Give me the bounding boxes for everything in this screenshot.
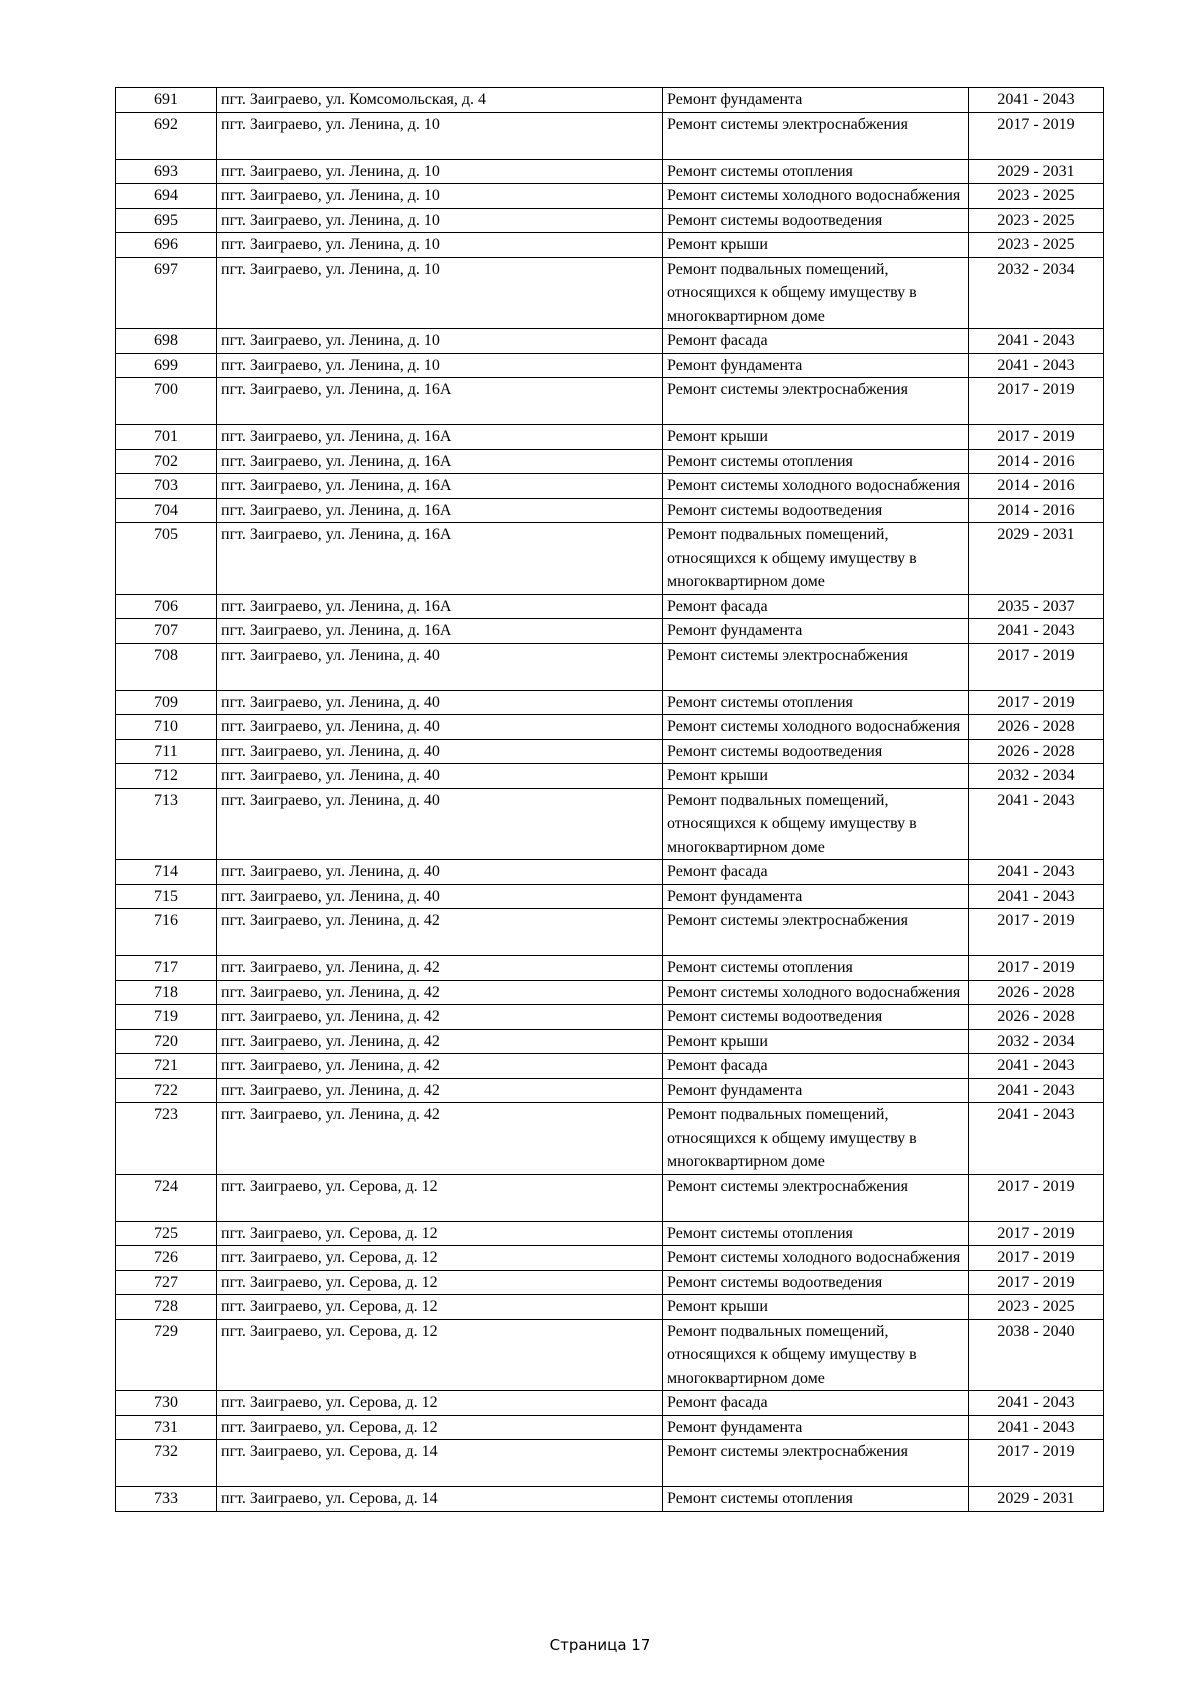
table-row xyxy=(116,739,1104,764)
table-row xyxy=(116,980,1104,1005)
address-cell: пгт. Заиграево, ул. Ленина, д. 16А xyxy=(217,594,663,619)
address-cell: пгт. Заиграево, ул. Серова, д. 12 xyxy=(217,1415,663,1440)
work-type-cell: Ремонт крыши xyxy=(663,425,969,450)
row-number: 709 xyxy=(116,690,217,715)
period-cell: 2017 - 2019 xyxy=(969,425,1104,450)
address-cell: пгт. Заиграево, ул. Ленина, д. 42 xyxy=(217,1103,663,1175)
period-cell: 2017 - 2019 xyxy=(969,1440,1104,1487)
table-row xyxy=(116,233,1104,258)
row-number: 712 xyxy=(116,764,217,789)
period-cell: 2041 - 2043 xyxy=(969,884,1104,909)
row-number: 713 xyxy=(116,788,217,860)
row-number: 730 xyxy=(116,1391,217,1416)
period-cell: 2041 - 2043 xyxy=(969,788,1104,860)
repair-schedule-table xyxy=(115,87,1104,1512)
period-cell: 2017 - 2019 xyxy=(969,909,1104,956)
table-row xyxy=(116,329,1104,354)
table-row xyxy=(116,1246,1104,1271)
address-cell: пгт. Заиграево, ул. Ленина, д. 42 xyxy=(217,1054,663,1079)
table-row xyxy=(116,788,1104,860)
row-number: 733 xyxy=(116,1487,217,1512)
address-cell: пгт. Заиграево, ул. Ленина, д. 16А xyxy=(217,498,663,523)
period-cell: 2032 - 2034 xyxy=(969,1029,1104,1054)
row-number: 703 xyxy=(116,474,217,499)
address-cell: пгт. Заиграево, ул. Серова, д. 12 xyxy=(217,1270,663,1295)
table-row xyxy=(116,1005,1104,1030)
work-type-cell: Ремонт системы холодного водоснабжения xyxy=(663,474,969,499)
address-cell: пгт. Заиграево, ул. Ленина, д. 42 xyxy=(217,909,663,956)
period-cell: 2026 - 2028 xyxy=(969,1005,1104,1030)
table-row xyxy=(116,378,1104,425)
period-cell: 2041 - 2043 xyxy=(969,1415,1104,1440)
period-cell: 2038 - 2040 xyxy=(969,1319,1104,1391)
work-type-cell: Ремонт системы электроснабжения xyxy=(663,1440,969,1487)
period-cell: 2023 - 2025 xyxy=(969,184,1104,209)
work-type-cell: Ремонт системы отопления xyxy=(663,449,969,474)
table-row xyxy=(116,909,1104,956)
table-row xyxy=(116,1054,1104,1079)
row-number: 719 xyxy=(116,1005,217,1030)
work-type-cell: Ремонт крыши xyxy=(663,1295,969,1320)
period-cell: 2041 - 2043 xyxy=(969,353,1104,378)
work-type-cell: Ремонт подвальных помещений, относящихся к общему имуществу в многоквартирном доме xyxy=(663,1103,969,1175)
address-cell: пгт. Заиграево, ул. Ленина, д. 40 xyxy=(217,739,663,764)
period-cell: 2029 - 2031 xyxy=(969,1487,1104,1512)
table-row xyxy=(116,1295,1104,1320)
address-cell: пгт. Заиграево, ул. Ленина, д. 10 xyxy=(217,184,663,209)
table-row xyxy=(116,1440,1104,1487)
period-cell: 2014 - 2016 xyxy=(969,449,1104,474)
address-cell: пгт. Заиграево, ул. Ленина, д. 16А xyxy=(217,449,663,474)
table-row xyxy=(116,449,1104,474)
address-cell: пгт. Заиграево, ул. Ленина, д. 10 xyxy=(217,112,663,159)
work-type-cell: Ремонт подвальных помещений, относящихся к общему имуществу в многоквартирном доме xyxy=(663,788,969,860)
address-cell: пгт. Заиграево, ул. Серова, д. 12 xyxy=(217,1246,663,1271)
work-type-cell: Ремонт фундамента xyxy=(663,1078,969,1103)
work-type-cell: Ремонт системы электроснабжения xyxy=(663,1174,969,1221)
period-cell: 2014 - 2016 xyxy=(969,498,1104,523)
address-cell: пгт. Заиграево, ул. Ленина, д. 10 xyxy=(217,329,663,354)
work-type-cell: Ремонт крыши xyxy=(663,1029,969,1054)
row-number: 697 xyxy=(116,257,217,329)
row-number: 728 xyxy=(116,1295,217,1320)
work-type-cell: Ремонт подвальных помещений, относящихся к общему имуществу в многоквартирном доме xyxy=(663,1319,969,1391)
period-cell: 2017 - 2019 xyxy=(969,690,1104,715)
work-type-cell: Ремонт системы холодного водоснабжения xyxy=(663,1246,969,1271)
address-cell: пгт. Заиграево, ул. Ленина, д. 40 xyxy=(217,884,663,909)
work-type-cell: Ремонт системы электроснабжения xyxy=(663,643,969,690)
table-row xyxy=(116,523,1104,595)
address-cell: пгт. Заиграево, ул. Ленина, д. 40 xyxy=(217,715,663,740)
work-type-cell: Ремонт крыши xyxy=(663,764,969,789)
period-cell: 2035 - 2037 xyxy=(969,594,1104,619)
table-row xyxy=(116,112,1104,159)
table-row xyxy=(116,1487,1104,1512)
work-type-cell: Ремонт системы водоотведения xyxy=(663,739,969,764)
row-number: 724 xyxy=(116,1174,217,1221)
row-number: 696 xyxy=(116,233,217,258)
table-row xyxy=(116,860,1104,885)
table-row xyxy=(116,619,1104,644)
address-cell: пгт. Заиграево, ул. Ленина, д. 16А xyxy=(217,523,663,595)
period-cell: 2041 - 2043 xyxy=(969,1103,1104,1175)
period-cell: 2023 - 2025 xyxy=(969,208,1104,233)
row-number: 692 xyxy=(116,112,217,159)
address-cell: пгт. Заиграево, ул. Ленина, д. 10 xyxy=(217,353,663,378)
period-cell: 2032 - 2034 xyxy=(969,257,1104,329)
table-row xyxy=(116,1270,1104,1295)
row-number: 711 xyxy=(116,739,217,764)
work-type-cell: Ремонт системы отопления xyxy=(663,159,969,184)
period-cell: 2017 - 2019 xyxy=(969,112,1104,159)
row-number: 725 xyxy=(116,1221,217,1246)
period-cell: 2017 - 2019 xyxy=(969,1221,1104,1246)
row-number: 718 xyxy=(116,980,217,1005)
table-row xyxy=(116,764,1104,789)
table-row xyxy=(116,643,1104,690)
address-cell: пгт. Заиграево, ул. Ленина, д. 10 xyxy=(217,233,663,258)
table-row xyxy=(116,1103,1104,1175)
row-number: 708 xyxy=(116,643,217,690)
work-type-cell: Ремонт крыши xyxy=(663,233,969,258)
work-type-cell: Ремонт фасада xyxy=(663,860,969,885)
address-cell: пгт. Заиграево, ул. Серова, д. 12 xyxy=(217,1391,663,1416)
period-cell: 2017 - 2019 xyxy=(969,1246,1104,1271)
address-cell: пгт. Заиграево, ул. Ленина, д. 16А xyxy=(217,474,663,499)
address-cell: пгт. Заиграево, ул. Ленина, д. 16А xyxy=(217,619,663,644)
work-type-cell: Ремонт системы электроснабжения xyxy=(663,112,969,159)
row-number: 707 xyxy=(116,619,217,644)
row-number: 695 xyxy=(116,208,217,233)
row-number: 701 xyxy=(116,425,217,450)
row-number: 727 xyxy=(116,1270,217,1295)
table-row xyxy=(116,1221,1104,1246)
address-cell: пгт. Заиграево, ул. Серова, д. 12 xyxy=(217,1221,663,1246)
row-number: 698 xyxy=(116,329,217,354)
work-type-cell: Ремонт системы отопления xyxy=(663,1487,969,1512)
period-cell: 2041 - 2043 xyxy=(969,860,1104,885)
work-type-cell: Ремонт фундамента xyxy=(663,353,969,378)
work-type-cell: Ремонт фасада xyxy=(663,1054,969,1079)
work-type-cell: Ремонт системы водоотведения xyxy=(663,1270,969,1295)
table-row xyxy=(116,474,1104,499)
period-cell: 2017 - 2019 xyxy=(969,1270,1104,1295)
period-cell: 2026 - 2028 xyxy=(969,739,1104,764)
work-type-cell: Ремонт системы отопления xyxy=(663,1221,969,1246)
work-type-cell: Ремонт системы водоотведения xyxy=(663,498,969,523)
table-row xyxy=(116,1319,1104,1391)
work-type-cell: Ремонт системы холодного водоснабжения xyxy=(663,715,969,740)
table-row xyxy=(116,715,1104,740)
row-number: 702 xyxy=(116,449,217,474)
table-row xyxy=(116,1078,1104,1103)
table-row xyxy=(116,159,1104,184)
address-cell: пгт. Заиграево, ул. Ленина, д. 42 xyxy=(217,1005,663,1030)
period-cell: 2026 - 2028 xyxy=(969,715,1104,740)
table-row xyxy=(116,425,1104,450)
page-footer xyxy=(0,1636,1200,1654)
table-row xyxy=(116,956,1104,981)
address-cell: пгт. Заиграево, ул. Ленина, д. 42 xyxy=(217,956,663,981)
table-row xyxy=(116,690,1104,715)
row-number: 710 xyxy=(116,715,217,740)
period-cell: 2029 - 2031 xyxy=(969,523,1104,595)
address-cell: пгт. Заиграево, ул. Ленина, д. 16А xyxy=(217,425,663,450)
period-cell: 2041 - 2043 xyxy=(969,1078,1104,1103)
period-cell: 2041 - 2043 xyxy=(969,1054,1104,1079)
row-number: 731 xyxy=(116,1415,217,1440)
address-cell: пгт. Заиграево, ул. Ленина, д. 16А xyxy=(217,378,663,425)
row-number: 705 xyxy=(116,523,217,595)
period-cell: 2041 - 2043 xyxy=(969,1391,1104,1416)
row-number: 717 xyxy=(116,956,217,981)
address-cell: пгт. Заиграево, ул. Серова, д. 14 xyxy=(217,1440,663,1487)
work-type-cell: Ремонт системы отопления xyxy=(663,690,969,715)
table-row xyxy=(116,884,1104,909)
period-cell: 2014 - 2016 xyxy=(969,474,1104,499)
table-row xyxy=(116,594,1104,619)
work-type-cell: Ремонт фундамента xyxy=(663,619,969,644)
period-cell: 2041 - 2043 xyxy=(969,88,1104,113)
table-body xyxy=(116,88,1104,1512)
address-cell: пгт. Заиграево, ул. Ленина, д. 10 xyxy=(217,159,663,184)
address-cell: пгт. Заиграево, ул. Ленина, д. 42 xyxy=(217,1078,663,1103)
row-number: 691 xyxy=(116,88,217,113)
work-type-cell: Ремонт системы водоотведения xyxy=(663,1005,969,1030)
address-cell: пгт. Заиграево, ул. Ленина, д. 10 xyxy=(217,257,663,329)
table-row xyxy=(116,1391,1104,1416)
row-number: 704 xyxy=(116,498,217,523)
work-type-cell: Ремонт системы отопления xyxy=(663,956,969,981)
table-row xyxy=(116,498,1104,523)
row-number: 715 xyxy=(116,884,217,909)
row-number: 694 xyxy=(116,184,217,209)
period-cell: 2023 - 2025 xyxy=(969,233,1104,258)
row-number: 720 xyxy=(116,1029,217,1054)
work-type-cell: Ремонт системы холодного водоснабжения xyxy=(663,184,969,209)
page-number: Страница 17 xyxy=(549,1636,651,1654)
work-type-cell: Ремонт системы электроснабжения xyxy=(663,378,969,425)
period-cell: 2032 - 2034 xyxy=(969,764,1104,789)
address-cell: пгт. Заиграево, ул. Ленина, д. 42 xyxy=(217,980,663,1005)
work-type-cell: Ремонт фасада xyxy=(663,329,969,354)
period-cell: 2017 - 2019 xyxy=(969,956,1104,981)
period-cell: 2026 - 2028 xyxy=(969,980,1104,1005)
address-cell: пгт. Заиграево, ул. Ленина, д. 40 xyxy=(217,764,663,789)
work-type-cell: Ремонт фасада xyxy=(663,594,969,619)
row-number: 723 xyxy=(116,1103,217,1175)
period-cell: 2041 - 2043 xyxy=(969,619,1104,644)
row-number: 732 xyxy=(116,1440,217,1487)
work-type-cell: Ремонт фасада xyxy=(663,1391,969,1416)
period-cell: 2041 - 2043 xyxy=(969,329,1104,354)
work-type-cell: Ремонт фундамента xyxy=(663,884,969,909)
address-cell: пгт. Заиграево, ул. Ленина, д. 40 xyxy=(217,690,663,715)
period-cell: 2029 - 2031 xyxy=(969,159,1104,184)
table-row xyxy=(116,257,1104,329)
work-type-cell: Ремонт системы холодного водоснабжения xyxy=(663,980,969,1005)
address-cell: пгт. Заиграево, ул. Ленина, д. 40 xyxy=(217,643,663,690)
period-cell: 2023 - 2025 xyxy=(969,1295,1104,1320)
row-number: 721 xyxy=(116,1054,217,1079)
address-cell: пгт. Заиграево, ул. Ленина, д. 42 xyxy=(217,1029,663,1054)
work-type-cell: Ремонт подвальных помещений, относящихся к общему имуществу в многоквартирном доме xyxy=(663,523,969,595)
work-type-cell: Ремонт фундамента xyxy=(663,1415,969,1440)
work-type-cell: Ремонт фундамента xyxy=(663,88,969,113)
address-cell: пгт. Заиграево, ул. Серова, д. 12 xyxy=(217,1319,663,1391)
period-cell: 2017 - 2019 xyxy=(969,643,1104,690)
address-cell: пгт. Заиграево, ул. Ленина, д. 40 xyxy=(217,788,663,860)
row-number: 729 xyxy=(116,1319,217,1391)
table-row xyxy=(116,1415,1104,1440)
address-cell: пгт. Заиграево, ул. Серова, д. 12 xyxy=(217,1174,663,1221)
table-row xyxy=(116,184,1104,209)
address-cell: пгт. Заиграево, ул. Комсомольская, д. 4 xyxy=(217,88,663,113)
table-row xyxy=(116,1029,1104,1054)
row-number: 706 xyxy=(116,594,217,619)
work-type-cell: Ремонт системы водоотведения xyxy=(663,208,969,233)
address-cell: пгт. Заиграево, ул. Ленина, д. 10 xyxy=(217,208,663,233)
address-cell: пгт. Заиграево, ул. Серова, д. 12 xyxy=(217,1295,663,1320)
row-number: 714 xyxy=(116,860,217,885)
table-row xyxy=(116,353,1104,378)
period-cell: 2017 - 2019 xyxy=(969,1174,1104,1221)
table-row xyxy=(116,88,1104,113)
period-cell: 2017 - 2019 xyxy=(969,378,1104,425)
work-type-cell: Ремонт подвальных помещений, относящихся к общему имуществу в многоквартирном доме xyxy=(663,257,969,329)
work-type-cell: Ремонт системы электроснабжения xyxy=(663,909,969,956)
row-number: 716 xyxy=(116,909,217,956)
row-number: 693 xyxy=(116,159,217,184)
row-number: 700 xyxy=(116,378,217,425)
address-cell: пгт. Заиграево, ул. Ленина, д. 40 xyxy=(217,860,663,885)
table-row xyxy=(116,1174,1104,1221)
table-row xyxy=(116,208,1104,233)
row-number: 699 xyxy=(116,353,217,378)
address-cell: пгт. Заиграево, ул. Серова, д. 14 xyxy=(217,1487,663,1512)
row-number: 722 xyxy=(116,1078,217,1103)
row-number: 726 xyxy=(116,1246,217,1271)
